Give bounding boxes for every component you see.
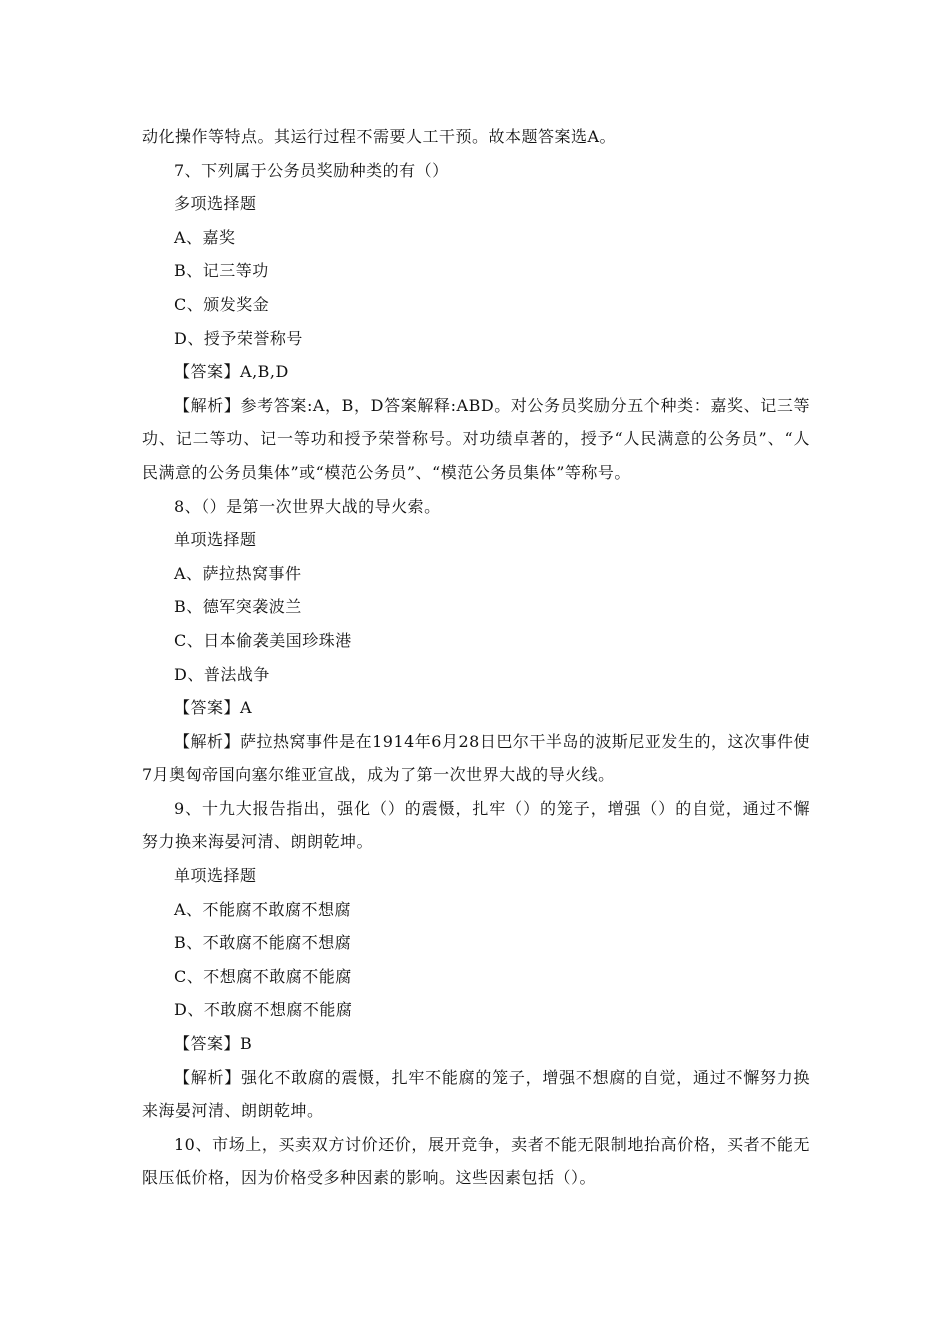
q7-analysis bbox=[142, 389, 810, 490]
q7-option-d: D、授予荣誉称号 bbox=[174, 328, 303, 348]
answer-label: 【答案】 bbox=[174, 698, 241, 718]
q8-option-c: C、日本偷袭美国珍珠港 bbox=[174, 630, 352, 650]
q7-option-b: B、记三等功 bbox=[174, 261, 269, 281]
analysis-text: 强化不敢腐的震慑，扎牢不能腐的笼子，增强不想腐的自觉，通过不懈努力换来海晏河清、朗朗乾坤。 bbox=[142, 1067, 810, 1121]
q7-type: 多项选择题 bbox=[174, 194, 257, 214]
previous-analysis-tail: 动化操作等特点。其运行过程不需要人工干预。故本题答案选A。 bbox=[142, 127, 617, 146]
q8-question: 8、（）是第一次世界大战的导火索。 bbox=[174, 496, 441, 516]
answer-label: 【答案】 bbox=[174, 362, 241, 382]
answer-value: A,B,D bbox=[240, 362, 289, 382]
q7-option-a: A、嘉奖 bbox=[174, 227, 236, 247]
analysis-label: 【解析】 bbox=[174, 395, 241, 415]
q9-option-b: B、不敢腐不能腐不想腐 bbox=[174, 933, 352, 953]
q9-option-c: C、不想腐不敢腐不能腐 bbox=[174, 966, 352, 986]
q8-option-d: D、普法战争 bbox=[174, 664, 270, 684]
q9-analysis bbox=[142, 1061, 810, 1128]
q8-type: 单项选择题 bbox=[174, 530, 257, 550]
q8-answer bbox=[142, 691, 810, 725]
q8-option-a: A、萨拉热窝事件 bbox=[174, 563, 302, 583]
answer-value: A bbox=[240, 698, 253, 718]
analysis-label: 【解析】 bbox=[174, 731, 241, 751]
analysis-text: 参考答案:A，B，D答案解释:ABD。对公务员奖励分五个种类：嘉奖、记三等功、记二等功、记一等功和授予荣誉称号。对功绩卓著的，授予“人民满意的公务员”、“人民满意的公务员集体”或“模范公务员”、“模范公务员集体”等称号。 bbox=[142, 395, 810, 482]
document-page bbox=[142, 120, 810, 1195]
q10-question: 10、市场上，买卖双方讨价还价，展开竞争，卖者不能无限制地抬高价格，买者不能无限压低价格，因为价格受多种因素的影响。这些因素包括（）。 bbox=[142, 1134, 810, 1188]
q7-answer bbox=[142, 355, 810, 389]
q7-question: 7、下列属于公务员奖励种类的有（） bbox=[174, 160, 449, 180]
answer-value: B bbox=[240, 1034, 253, 1054]
q8-analysis bbox=[142, 725, 810, 792]
q9-option-d: D、不敢腐不想腐不能腐 bbox=[174, 1000, 353, 1020]
q8-option-b: B、德军突袭波兰 bbox=[174, 597, 302, 617]
q9-question: 9、十九大报告指出，强化（）的震慑，扎牢（）的笼子，增强（）的自觉，通过不懈努力换来海晏河清、朗朗乾坤。 bbox=[142, 798, 810, 852]
answer-label: 【答案】 bbox=[174, 1034, 241, 1054]
analysis-label: 【解析】 bbox=[174, 1067, 241, 1087]
q7-option-c: C、颁发奖金 bbox=[174, 294, 270, 314]
q9-type: 单项选择题 bbox=[174, 866, 257, 886]
q9-answer bbox=[142, 1027, 810, 1061]
q9-option-a: A、不能腐不敢腐不想腐 bbox=[174, 899, 352, 919]
analysis-text: 萨拉热窝事件是在1914年6月28日巴尔干半岛的波斯尼亚发生的，这次事件使7月奥匈帝国向塞尔维亚宣战，成为了第一次世界大战的导火线。 bbox=[142, 731, 810, 785]
